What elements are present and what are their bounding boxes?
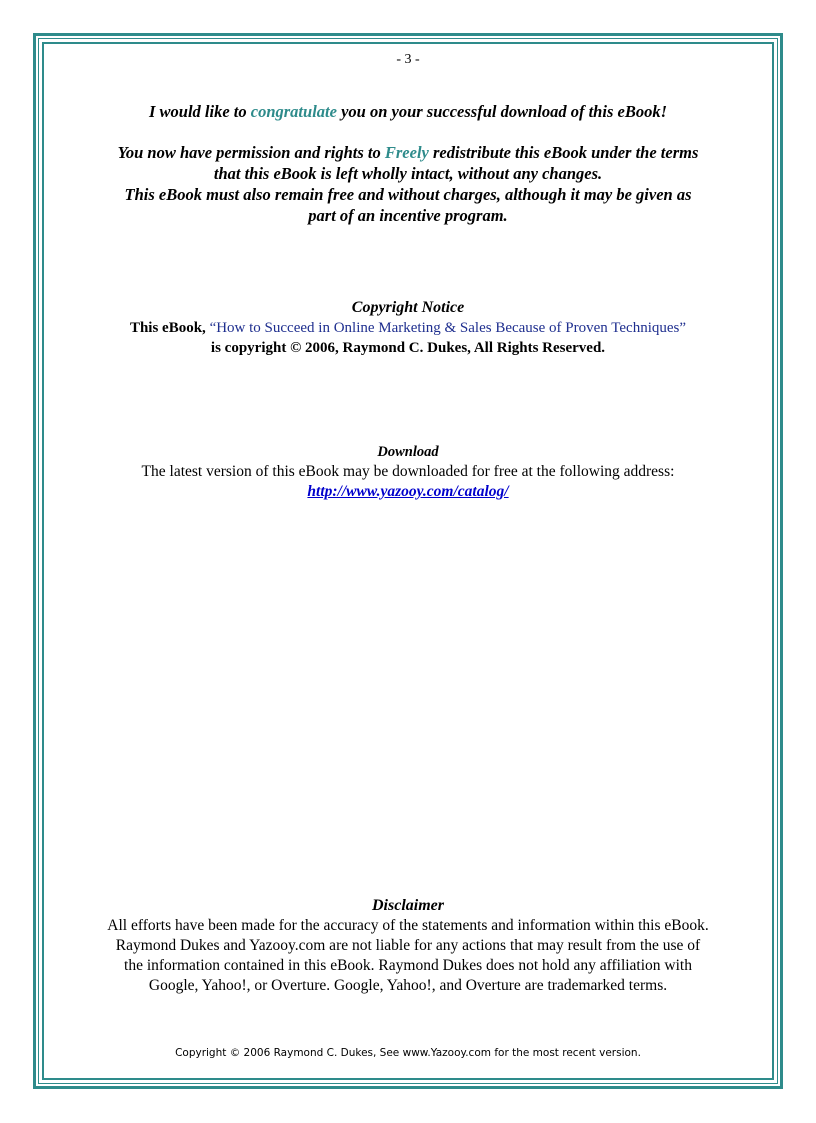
- copyright-line-1-pre: This eBook,: [129, 320, 210, 336]
- freely-highlight: Freely: [384, 143, 429, 162]
- intro-section: [44, 101, 772, 226]
- intro-line-2-pre: You now have permission and rights to: [117, 143, 385, 162]
- intro-line-1: [44, 101, 772, 122]
- ebook-title: “How to Succeed in Online Marketing & Sales Because of Proven Techniques”: [209, 320, 687, 336]
- page-content: [44, 44, 772, 1078]
- catalog-link[interactable]: http://www.yazooy.com/catalog/: [307, 483, 509, 500]
- intro-line-2: [44, 142, 772, 163]
- copyright-notice-section: [44, 298, 772, 358]
- disclaimer-line-3: the information contained in this eBook. Raymond Dukes does not hold any affiliation with: [124, 957, 692, 974]
- copyright-line-2: is copyright © 2006, Raymond C. Dukes, All Rights Reserved.: [210, 340, 606, 356]
- disclaimer-line-2: Raymond Dukes and Yazooy.com are not liable for any actions that may result from the use of: [115, 937, 701, 954]
- intro-line-4: This eBook must also remain free and without charges, although it may be given as: [124, 185, 692, 204]
- disclaimer-title: Disclaimer: [372, 897, 444, 914]
- download-text: The latest version of this eBook may be downloaded for free at the following address:: [141, 463, 675, 480]
- intro-line-1-pre: I would like to: [149, 102, 251, 121]
- download-section: [44, 442, 772, 502]
- intro-line-2-post: redistribute this eBook under the terms: [428, 143, 699, 162]
- disclaimer-line-4: Google, Yahoo!, or Overture. Google, Yahoo!, and Overture are trademarked terms.: [148, 977, 668, 994]
- intro-line-1-post: you on your successful download of this eBook!: [336, 102, 667, 121]
- copyright-notice-title: Copyright Notice: [351, 299, 465, 316]
- copyright-line-1: [44, 318, 772, 338]
- download-title: Download: [377, 444, 439, 460]
- congratulate-highlight: congratulate: [250, 102, 337, 121]
- page-footer: Copyright © 2006 Raymond C. Dukes, See www.Yazooy.com for the most recent version.: [175, 1047, 641, 1059]
- disclaimer-section: [44, 896, 772, 996]
- disclaimer-line-1: All efforts have been made for the accuracy of the statements and information within this eBook.: [107, 917, 709, 934]
- page-number: - 3 -: [396, 52, 420, 67]
- intro-line-5: part of an incentive program.: [308, 206, 508, 225]
- intro-line-3: that this eBook is left wholly intact, without any changes.: [213, 164, 603, 183]
